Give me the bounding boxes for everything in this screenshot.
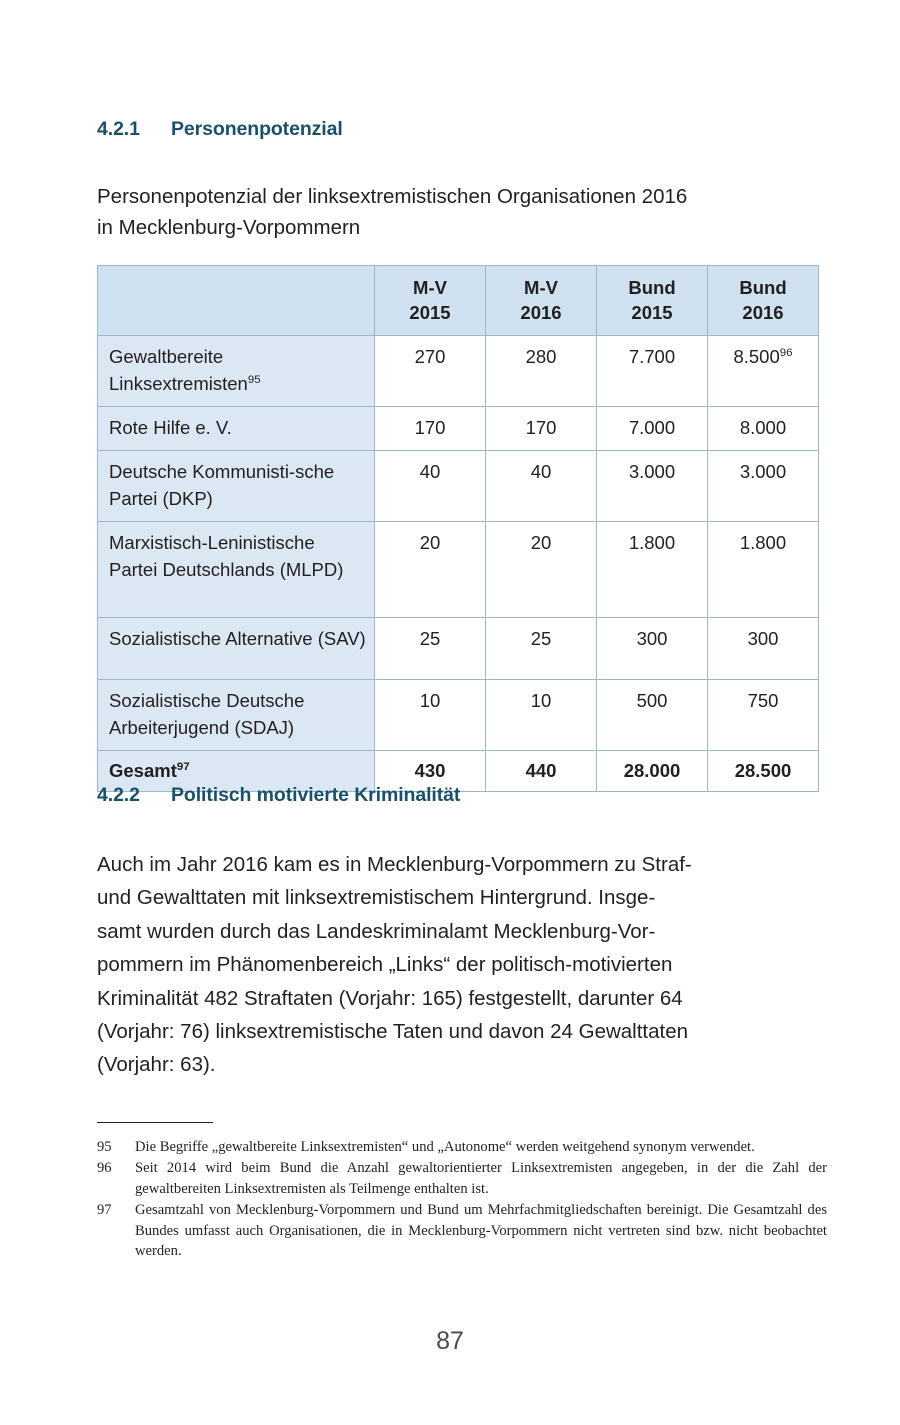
cell-bund-2015: 7.000 [597, 407, 708, 451]
column-header-mv-2015 [375, 266, 486, 336]
cell-mv-2015: 170 [375, 407, 486, 451]
footnote-text: Seit 2014 wird beim Bund die Anzahl gewaltorientierter Linksextremisten angegeben, in der die Zahl der gewaltbereiten Linksextremisten als Teilmenge enthalten ist. [135, 1160, 827, 1197]
paragraph-line: (Vorjahr: 63). [97, 1053, 216, 1077]
total-mv-2016: 440 [486, 751, 597, 792]
footnote-number: 97 [97, 1202, 112, 1219]
footnotes-block [97, 1122, 827, 1262]
table-row [98, 407, 819, 451]
total-bund-2016: 28.500 [708, 751, 819, 792]
table-caption-line-2: in Mecklenburg-Vorpommern [97, 216, 361, 239]
column-header-mv-2015-line2: 2015 [409, 302, 451, 323]
table-row [98, 522, 819, 618]
column-header-mv-2016 [486, 266, 597, 336]
footnote-text: Die Begriffe „gewaltbereite Linksextremisten“ und „Autonome“ werden weitgehend synonym verwendet. [135, 1139, 755, 1155]
section-heading-4-2-2 [97, 784, 460, 807]
row-label-text: Deutsche Kommunisti-sche Partei (DKP) [109, 461, 335, 509]
cell-bund-2015: 500 [597, 680, 708, 751]
footnote-number: 95 [97, 1139, 112, 1155]
cell-mv-2016: 280 [486, 336, 597, 407]
cell-mv-2016: 25 [486, 618, 597, 680]
table-header-row [98, 266, 819, 336]
column-header-bund-2015-line1: Bund [628, 277, 676, 298]
cell-bund-2016: 1.800 [708, 522, 819, 618]
cell-mv-2015: 25 [375, 618, 486, 680]
footnote-text: Gesamtzahl von Mecklenburg-Vorpommern und Bund um Mehrfachmitgliedschaften bereinigt. Die Gesamtzahl des Bundes umfasst auch Organisationen, die in Mecklenburg-Vorpommern nicht vertreten sind bzw. nicht beobachtet werden. [135, 1202, 827, 1260]
cell-mv-2015: 270 [375, 336, 486, 407]
personenpotenzial-table [97, 265, 819, 792]
column-header-bund-2016-line2: 2016 [742, 302, 784, 323]
cell-mv-2016: 20 [486, 522, 597, 618]
row-label [98, 522, 375, 618]
table-header [98, 266, 819, 336]
cell-bund-2015: 7.700 [597, 336, 708, 407]
cell-mv-2016: 40 [486, 451, 597, 522]
column-header-organization [98, 266, 375, 336]
cell-bund-2016 [708, 336, 819, 407]
paragraph-line: samt wurden durch das Landeskriminalamt Mecklenburg-Vor- [97, 919, 656, 943]
row-label [98, 618, 375, 680]
cell-bund-2016: 8.000 [708, 407, 819, 451]
table-row [98, 451, 819, 522]
column-header-bund-2016-line1: Bund [739, 277, 787, 298]
paragraph-line: pommern im Phänomenbereich „Links“ der politisch-motivierten [97, 953, 673, 977]
footnote-item [97, 1158, 827, 1199]
column-header-mv-2015-line1: M-V [413, 277, 447, 298]
cell-bund-2016: 750 [708, 680, 819, 751]
paragraph-line: Kriminalität 482 Straftaten (Vorjahr: 165) festgestellt, darunter 64 [97, 986, 683, 1010]
cell-bund-2016-text: 8.500 [733, 346, 780, 367]
cell-bund-2015: 300 [597, 618, 708, 680]
paragraph-line: Auch im Jahr 2016 kam es in Mecklenburg-Vorpommern zu Straf- [97, 853, 692, 876]
row-label-text: Sozialistische Alternative (SAV) [109, 628, 366, 649]
cell-mv-2015: 40 [375, 451, 486, 522]
personenpotenzial-table-wrapper [97, 265, 818, 792]
row-label-text: Marxistisch-Leninistische Partei Deutschlands (MLPD) [109, 532, 344, 580]
footnote-ref-96: 96 [779, 346, 793, 359]
section-number-4-2-1: 4.2.1 [97, 118, 140, 140]
cell-bund-2016: 300 [708, 618, 819, 680]
column-header-mv-2016-line1: M-V [524, 277, 558, 298]
row-label-text: Rote Hilfe e. V. [109, 417, 232, 438]
table-body [98, 336, 819, 792]
total-mv-2015: 430 [375, 751, 486, 792]
table-caption-line-1: Personenpotenzial der linksextremistischen Organisationen 2016 [97, 185, 688, 208]
section-title-4-2-1: Personenpotenzial [171, 118, 343, 140]
cell-mv-2015: 20 [375, 522, 486, 618]
total-label-text: Gesamt [109, 760, 177, 781]
cell-mv-2015: 10 [375, 680, 486, 751]
paragraph-line: und Gewalttaten mit linksextremistischem Hintergrund. Insge- [97, 886, 656, 910]
footnote-ref-95: 95 [247, 373, 261, 386]
table-row [98, 618, 819, 680]
row-label-text: Sozialistische Deutsche Arbeiterjugend (SDAJ) [109, 690, 305, 738]
row-label [98, 336, 375, 407]
column-header-mv-2016-line2: 2016 [520, 302, 562, 323]
footnote-number: 96 [97, 1160, 112, 1177]
total-bund-2015: 28.000 [597, 751, 708, 792]
row-label [98, 407, 375, 451]
section-heading-4-2-1 [97, 118, 343, 141]
cell-mv-2016: 170 [486, 407, 597, 451]
column-header-bund-2015-line2: 2015 [631, 302, 673, 323]
footnote-item [97, 1137, 827, 1157]
column-header-bund-2016 [708, 266, 819, 336]
section-number-4-2-2: 4.2.2 [97, 784, 140, 806]
table-caption [97, 181, 827, 243]
body-paragraph [97, 848, 819, 1082]
column-header-bund-2015 [597, 266, 708, 336]
cell-bund-2015: 1.800 [597, 522, 708, 618]
table-row [98, 680, 819, 751]
row-label [98, 451, 375, 522]
footnote-ref-97: 97 [176, 760, 190, 773]
table-row [98, 336, 819, 407]
page-number: 87 [436, 1327, 464, 1355]
footnote-item [97, 1200, 827, 1261]
row-label-text: Gewaltbereite Linksextremisten [109, 346, 248, 394]
section-title-4-2-2: Politisch motivierte Kriminalität [171, 784, 461, 806]
cell-bund-2015: 3.000 [597, 451, 708, 522]
footnote-separator-rule [97, 1122, 213, 1123]
row-label [98, 680, 375, 751]
paragraph-line: (Vorjahr: 76) linksextremistische Taten und davon 24 Gewalttaten [97, 1020, 689, 1044]
cell-bund-2016: 3.000 [708, 451, 819, 522]
cell-mv-2016: 10 [486, 680, 597, 751]
